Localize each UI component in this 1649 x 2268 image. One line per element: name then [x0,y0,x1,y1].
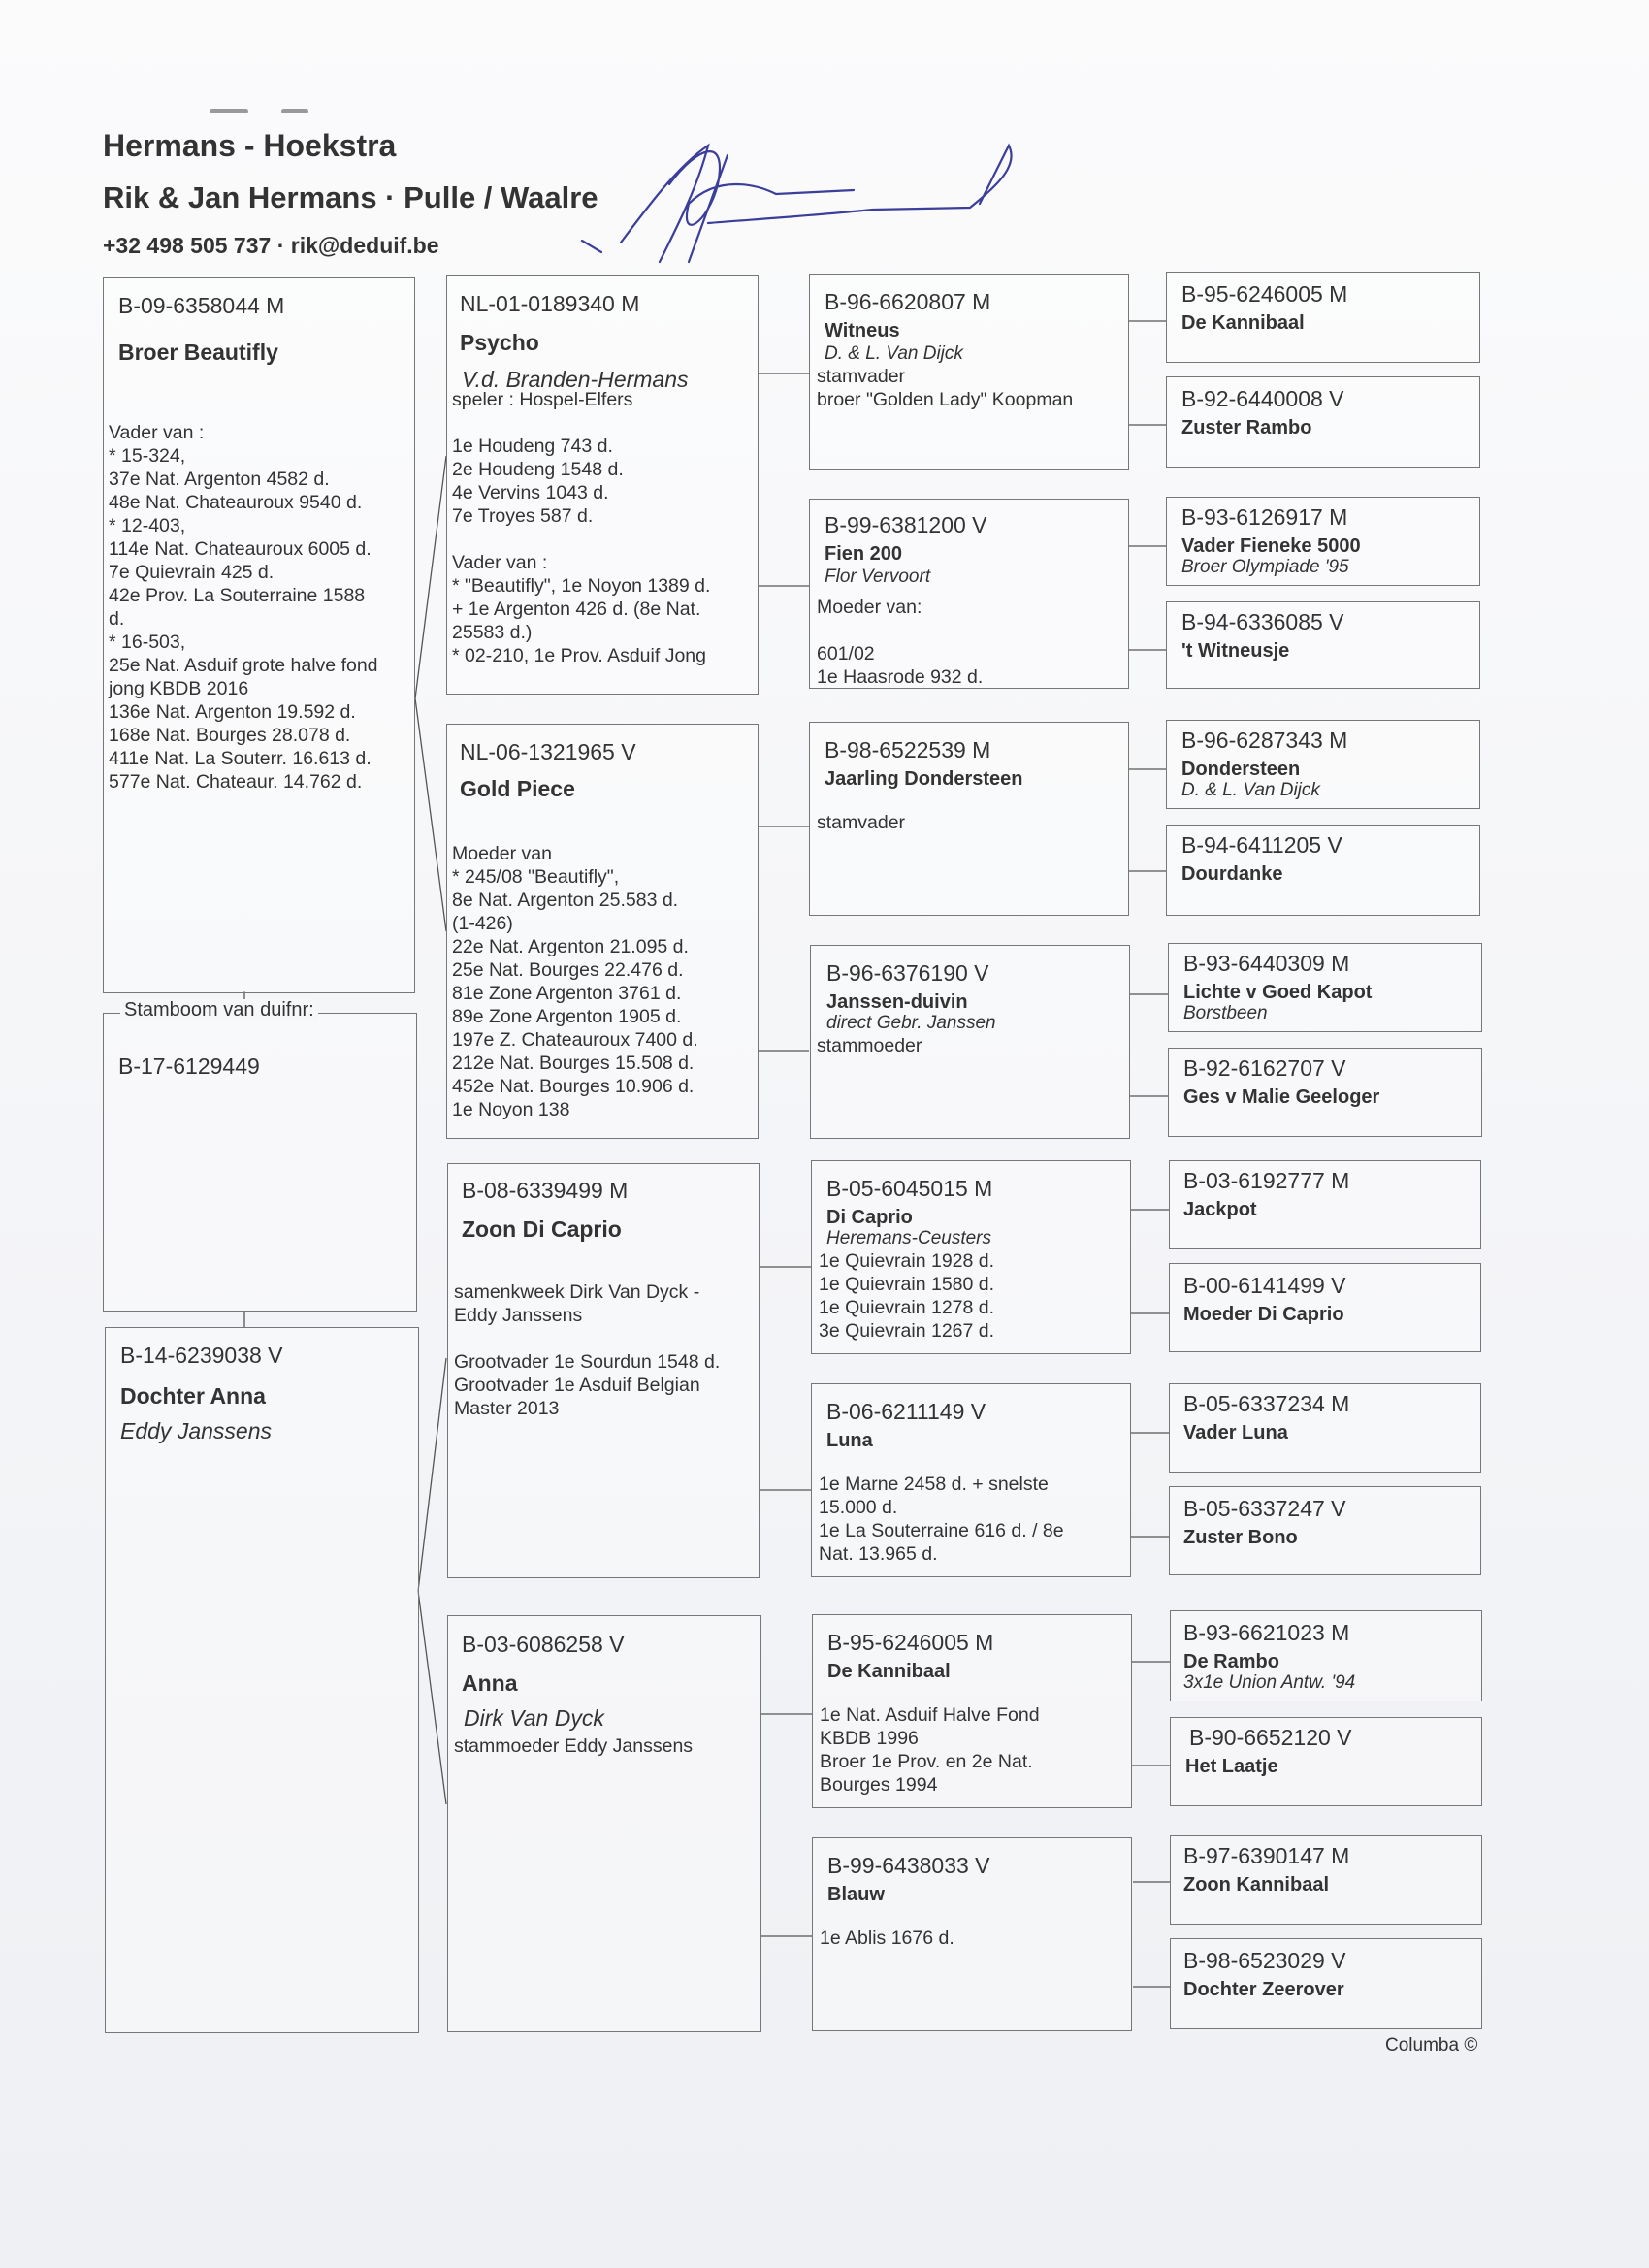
gen3-ring: B-94-6336085 V [1181,609,1344,634]
gen3-name: Zuster Rambo [1181,417,1312,438]
gen3-name: De Kannibaal [1181,312,1305,334]
gen1-notes: speler : Hospel-Elfers 1e Houdeng 743 d. 2e Houdeng 1548 d. 4e Vervins 1043 d. 7e Troyes 587 d. Vader van : * "Beautifly", 1e Noyon 1389 d. + 1e Argenton 426 d. (8e Nat. 25583 d.) * 02-210, 1e Prov. Asduif Jong [452,389,711,666]
gen3-ring: B-94-6411205 V [1181,832,1342,858]
gen2-ring: B-06-6211149 V [826,1399,986,1424]
gen3-ring: B-92-6162707 V [1183,1055,1346,1081]
gen3-breeder: Broer Olympiade '95 [1181,557,1349,577]
gen2-name: Fien 200 [824,543,903,565]
gen2-ring: B-98-6522539 M [824,737,991,762]
dam-ring: B-14-6239038 V [120,1343,283,1368]
gen3-ring: B-90-6652120 V [1189,1725,1352,1750]
gen2-name: Di Caprio [826,1207,913,1228]
subject-name: Broer Beautifly [118,340,278,365]
gen3-name: Vader Luna [1183,1422,1288,1443]
gen3-name: Ges v Malie Geeloger [1183,1086,1380,1108]
gen2-name: Luna [826,1430,873,1451]
gen3-ring: B-03-6192777 M [1183,1168,1350,1193]
gen1-name: Zoon Di Caprio [462,1216,622,1242]
loft-title: Hermans - Hoekstra [103,128,397,163]
gen3-name: 't Witneusje [1181,640,1290,662]
gen3-name: Vader Fieneke 5000 [1181,535,1361,557]
owners-location: Rik & Jan Hermans · Pulle / Waalre [103,180,598,214]
gen2-ring: B-99-6438033 V [827,1853,990,1878]
gen2-notes: stamvader [817,812,906,833]
gen3-name: Het Laatje [1185,1756,1278,1777]
gen3-name: Dochter Zeerover [1183,1979,1344,2000]
gen1-notes: Moeder van * 245/08 "Beautifly", 8e Nat. Argenton 25.583 d. (1-426) 22e Nat. Argenton 21.095 d. 25e Nat. Bourges 22.476 d. 81e Zone Argenton 3761 d. 89e Zone Argenton 1905 d. 197e Z. Chateauroux 7400 d. 212e Nat. Bourges 15.508 d. 452e Nat. Bourges 10.906 d. 1e Noyon 138 [452,843,698,1120]
gen2-notes: 1e Nat. Asduif Halve Fond KBDB 1996 Broer 1e Prov. en 2e Nat. Bourges 1994 [820,1704,1040,1796]
gen3-name: De Rambo [1183,1651,1279,1672]
gen1-breeder: Dirk Van Dyck [464,1705,604,1731]
gen1-notes: samenkweek Dirk Van Dyck - Eddy Janssens Grootvader 1e Sourdun 1548 d. Grootvader 1e Asduif Belgian Master 2013 [454,1281,721,1419]
gen2-notes: 1e Quievrain 1928 d. 1e Quievrain 1580 d. 1e Quievrain 1278 d. 3e Quievrain 1267 d. [819,1250,995,1342]
gen2-ring: B-95-6246005 M [827,1630,994,1655]
gen3-ring: B-93-6440309 M [1183,951,1350,976]
gen3-ring: B-05-6337247 V [1183,1496,1346,1521]
gen3-name: Jackpot [1183,1199,1257,1220]
gen3-name: Lichte v Goed Kapot [1183,982,1373,1003]
gen2-ring: B-96-6620807 M [824,289,991,314]
gen3-ring: B-95-6246005 M [1181,281,1348,307]
gen3-name: Zuster Bono [1183,1527,1298,1548]
pedigree-of-legend: Stamboom van duifnr: [120,999,318,1021]
gen3-name: Zoon Kannibaal [1183,1874,1329,1895]
gen1-ring: B-08-6339499 M [462,1178,629,1203]
gen1-ring: B-03-6086258 V [462,1632,625,1657]
gen3-ring: B-05-6337234 M [1183,1391,1350,1416]
subject-notes: Vader van : * 15-324, 37e Nat. Argenton 4582 d. 48e Nat. Chateauroux 9540 d. * 12-403, 114e Nat. Chateauroux 6005 d. 7e Quievrain 425 d. 42e Prov. La Souterraine 1588 d. * 16-503, 25e Nat. Asduif grote halve fond jong KBDB 2016 136e Nat. Argenton 19.592 d. 168e Nat. Bourges 28.078 d. 411e Nat. La Souterr. 16.613 d. 577e Nat. Chateaur. 14.762 d. [109,422,378,793]
gen3-name: Dourdanke [1181,863,1283,885]
gen3-ring: B-97-6390147 M [1183,1843,1350,1868]
gen3-ring: B-00-6141499 V [1183,1273,1346,1298]
gen1-name: Psycho [460,330,539,355]
gen2-ring: B-99-6381200 V [824,512,987,537]
gen2-breeder: Flor Vervoort [824,567,931,587]
gen1-ring: NL-01-0189340 M [460,291,640,316]
gen1-name: Gold Piece [460,776,575,801]
gen2-notes: stamvader broer "Golden Lady" Koopman [817,366,1074,410]
gen2-ring: B-05-6045015 M [826,1176,993,1201]
gen3-ring: B-93-6126917 M [1181,504,1348,530]
gen2-name: Janssen-duivin [826,991,968,1013]
gen2-notes: stammoeder [817,1035,922,1056]
gen1-breeder: V.d. Branden-Hermans [462,367,689,392]
gen2-ring: B-96-6376190 V [826,960,989,986]
gen3-ring: B-93-6621023 M [1183,1620,1350,1645]
gen3-ring: B-96-6287343 M [1181,728,1348,753]
gen1-name: Anna [462,1670,518,1696]
gen3-ring: B-98-6523029 V [1183,1948,1346,1973]
gen2-breeder: direct Gebr. Janssen [826,1013,996,1033]
pedigree-of-ring: B-17-6129449 [118,1053,260,1079]
gen2-notes: Moeder van: 601/02 1e Haasrode 932 d. [817,597,984,688]
gen3-breeder: D. & L. Van Dijck [1181,780,1320,800]
gen2-breeder: Heremans-Ceusters [826,1228,991,1248]
gen2-name: Witneus [824,320,900,341]
gen2-breeder: D. & L. Van Dijck [824,343,963,364]
gen2-name: De Kannibaal [827,1661,951,1682]
gen2-name: Jaarling Dondersteen [824,768,1023,790]
dam-name: Dochter Anna [120,1383,266,1409]
gen3-ring: B-92-6440008 V [1181,386,1344,411]
gen2-name: Blauw [827,1884,885,1905]
gen2-notes: 1e Ablis 1676 d. [820,1928,954,1949]
contact-line: +32 498 505 737 · rik@deduif.be [103,233,439,258]
dam-breeder: Eddy Janssens [120,1418,272,1443]
gen3-breeder: Borstbeen [1183,1003,1268,1023]
gen3-breeder: 3x1e Union Antw. '94 [1183,1672,1356,1693]
gen3-name: Moeder Di Caprio [1183,1304,1344,1325]
gen2-notes: 1e Marne 2458 d. + snelste 15.000 d. 1e La Souterraine 616 d. / 8e Nat. 13.965 d. [819,1474,1064,1565]
gen3-name: Dondersteen [1181,759,1301,780]
gen1-notes: stammoeder Eddy Janssens [454,1735,694,1757]
subject-ring: B-09-6358044 M [118,293,285,318]
footer-credit: Columba © [1385,2035,1478,2056]
gen1-ring: NL-06-1321965 V [460,739,636,764]
